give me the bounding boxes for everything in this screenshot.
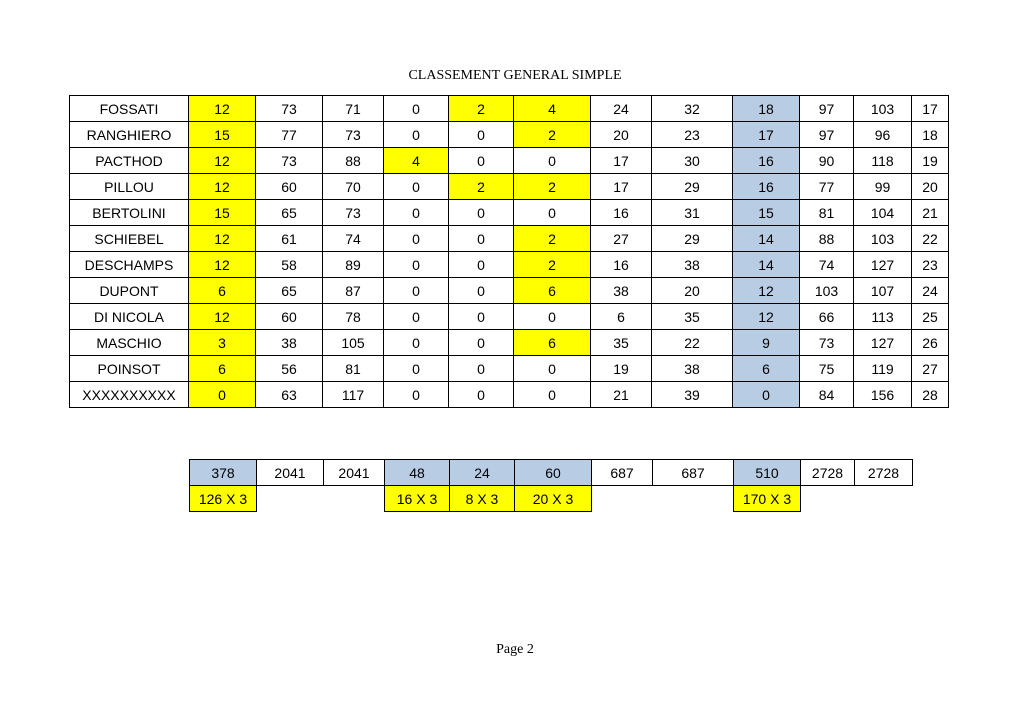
table-row xyxy=(70,226,949,252)
score-cell: 73 xyxy=(256,96,323,122)
score-cell: 16 xyxy=(733,148,800,174)
score-cell: 24 xyxy=(591,96,652,122)
score-cell: 77 xyxy=(256,122,323,148)
score-cell: 58 xyxy=(256,252,323,278)
score-cell: 17 xyxy=(733,122,800,148)
score-cell: 156 xyxy=(854,382,912,408)
score-cell: 12 xyxy=(189,96,256,122)
score-cell: 12 xyxy=(189,304,256,330)
score-cell: 103 xyxy=(854,96,912,122)
score-cell: 38 xyxy=(652,356,733,382)
score-cell: 16 xyxy=(591,200,652,226)
score-cell: 97 xyxy=(800,96,854,122)
score-cell: 15 xyxy=(189,200,256,226)
score-cell: 31 xyxy=(652,200,733,226)
score-cell: 0 xyxy=(384,96,449,122)
score-cell: 3 xyxy=(189,330,256,356)
total-cell: 2041 xyxy=(257,460,324,486)
score-cell: 19 xyxy=(591,356,652,382)
total-cell: 687 xyxy=(592,460,653,486)
score-cell: 15 xyxy=(733,200,800,226)
score-cell: 70 xyxy=(323,174,384,200)
score-cell: 99 xyxy=(854,174,912,200)
score-cell: 29 xyxy=(652,226,733,252)
score-cell: 127 xyxy=(854,330,912,356)
score-cell: 0 xyxy=(384,226,449,252)
player-name: DUPONT xyxy=(70,278,189,304)
multiplier-cell xyxy=(855,486,913,512)
score-cell: 38 xyxy=(652,252,733,278)
total-cell: 2728 xyxy=(855,460,913,486)
score-cell: 22 xyxy=(912,226,949,252)
score-cell: 0 xyxy=(514,382,591,408)
score-cell: 30 xyxy=(652,148,733,174)
player-name: RANGHIERO xyxy=(70,122,189,148)
multiplier-cell: 126 X 3 xyxy=(190,486,257,512)
score-cell: 118 xyxy=(854,148,912,174)
score-cell: 97 xyxy=(800,122,854,148)
score-cell: 17 xyxy=(912,96,949,122)
score-cell: 0 xyxy=(449,330,514,356)
score-cell: 2 xyxy=(514,226,591,252)
table-row xyxy=(70,304,949,330)
page-title: CLASSEMENT GENERAL SIMPLE xyxy=(408,68,622,83)
score-cell: 84 xyxy=(800,382,854,408)
multiplier-cell xyxy=(653,486,734,512)
score-cell: 6 xyxy=(514,330,591,356)
table-row xyxy=(70,330,949,356)
score-cell: 17 xyxy=(591,174,652,200)
score-cell: 0 xyxy=(514,200,591,226)
score-cell: 17 xyxy=(591,148,652,174)
score-cell: 81 xyxy=(800,200,854,226)
score-cell: 81 xyxy=(323,356,384,382)
score-cell: 38 xyxy=(256,330,323,356)
score-cell: 73 xyxy=(323,122,384,148)
score-cell: 113 xyxy=(854,304,912,330)
score-cell: 0 xyxy=(449,200,514,226)
score-cell: 78 xyxy=(323,304,384,330)
score-cell: 23 xyxy=(912,252,949,278)
score-cell: 24 xyxy=(912,278,949,304)
score-cell: 63 xyxy=(256,382,323,408)
table-row xyxy=(70,382,949,408)
score-cell: 0 xyxy=(384,356,449,382)
player-name: FOSSATI xyxy=(70,96,189,122)
multipliers-row xyxy=(190,486,913,512)
score-cell: 4 xyxy=(384,148,449,174)
score-cell: 75 xyxy=(800,356,854,382)
score-cell: 2 xyxy=(514,174,591,200)
score-cell: 77 xyxy=(800,174,854,200)
score-cell: 29 xyxy=(652,174,733,200)
score-cell: 0 xyxy=(384,252,449,278)
score-cell: 88 xyxy=(800,226,854,252)
score-cell: 0 xyxy=(449,252,514,278)
score-cell: 6 xyxy=(733,356,800,382)
score-cell: 74 xyxy=(800,252,854,278)
score-cell: 35 xyxy=(591,330,652,356)
score-cell: 2 xyxy=(514,122,591,148)
score-cell: 0 xyxy=(384,122,449,148)
score-cell: 4 xyxy=(514,96,591,122)
page-number: Page 2 xyxy=(496,642,534,657)
player-name: DESCHAMPS xyxy=(70,252,189,278)
table-row xyxy=(70,252,949,278)
player-name: MASCHIO xyxy=(70,330,189,356)
score-cell: 60 xyxy=(256,304,323,330)
totals-row xyxy=(190,460,913,486)
score-cell: 9 xyxy=(733,330,800,356)
score-cell: 87 xyxy=(323,278,384,304)
ranking-table xyxy=(69,95,949,408)
score-cell: 6 xyxy=(514,278,591,304)
table-row xyxy=(70,278,949,304)
table-row xyxy=(70,356,949,382)
player-name: POINSOT xyxy=(70,356,189,382)
score-cell: 12 xyxy=(189,148,256,174)
player-name: XXXXXXXXXX xyxy=(70,382,189,408)
multiplier-cell: 20 X 3 xyxy=(515,486,592,512)
score-cell: 127 xyxy=(854,252,912,278)
score-cell: 0 xyxy=(449,278,514,304)
score-cell: 0 xyxy=(449,356,514,382)
table-row xyxy=(70,200,949,226)
score-cell: 12 xyxy=(733,278,800,304)
score-cell: 119 xyxy=(854,356,912,382)
score-cell: 27 xyxy=(591,226,652,252)
score-cell: 0 xyxy=(384,382,449,408)
score-cell: 2 xyxy=(514,252,591,278)
score-cell: 0 xyxy=(449,304,514,330)
score-cell: 0 xyxy=(189,382,256,408)
score-cell: 0 xyxy=(449,148,514,174)
player-name: PILLOU xyxy=(70,174,189,200)
score-cell: 6 xyxy=(189,356,256,382)
score-cell: 0 xyxy=(733,382,800,408)
score-cell: 65 xyxy=(256,200,323,226)
score-cell: 14 xyxy=(733,252,800,278)
score-cell: 0 xyxy=(384,200,449,226)
score-cell: 0 xyxy=(514,304,591,330)
score-cell: 20 xyxy=(652,278,733,304)
score-cell: 2 xyxy=(449,96,514,122)
total-cell: 24 xyxy=(450,460,515,486)
score-cell: 38 xyxy=(591,278,652,304)
total-cell: 2041 xyxy=(324,460,385,486)
score-cell: 19 xyxy=(912,148,949,174)
table-row xyxy=(70,174,949,200)
score-cell: 21 xyxy=(591,382,652,408)
score-cell: 26 xyxy=(912,330,949,356)
score-cell: 56 xyxy=(256,356,323,382)
total-cell: 60 xyxy=(515,460,592,486)
score-cell: 15 xyxy=(189,122,256,148)
multiplier-cell: 170 X 3 xyxy=(734,486,801,512)
score-cell: 0 xyxy=(384,278,449,304)
score-cell: 61 xyxy=(256,226,323,252)
multiplier-cell xyxy=(801,486,855,512)
score-cell: 21 xyxy=(912,200,949,226)
player-name: BERTOLINI xyxy=(70,200,189,226)
multiplier-cell: 16 X 3 xyxy=(385,486,450,512)
score-cell: 12 xyxy=(189,174,256,200)
score-cell: 60 xyxy=(256,174,323,200)
total-cell: 378 xyxy=(190,460,257,486)
score-cell: 65 xyxy=(256,278,323,304)
multiplier-cell: 8 X 3 xyxy=(450,486,515,512)
score-cell: 35 xyxy=(652,304,733,330)
score-cell: 90 xyxy=(800,148,854,174)
score-cell: 0 xyxy=(449,382,514,408)
score-cell: 71 xyxy=(323,96,384,122)
score-cell: 0 xyxy=(384,330,449,356)
score-cell: 0 xyxy=(384,174,449,200)
score-cell: 2 xyxy=(449,174,514,200)
score-cell: 23 xyxy=(652,122,733,148)
score-cell: 0 xyxy=(449,226,514,252)
score-cell: 73 xyxy=(323,200,384,226)
score-cell: 20 xyxy=(912,174,949,200)
table-row xyxy=(70,96,949,122)
score-cell: 14 xyxy=(733,226,800,252)
score-cell: 12 xyxy=(733,304,800,330)
score-cell: 25 xyxy=(912,304,949,330)
score-cell: 74 xyxy=(323,226,384,252)
score-cell: 88 xyxy=(323,148,384,174)
score-cell: 0 xyxy=(449,122,514,148)
multiplier-cell xyxy=(592,486,653,512)
score-cell: 107 xyxy=(854,278,912,304)
score-cell: 0 xyxy=(514,148,591,174)
score-cell: 18 xyxy=(733,96,800,122)
multiplier-cell xyxy=(324,486,385,512)
total-cell: 510 xyxy=(734,460,801,486)
score-cell: 73 xyxy=(256,148,323,174)
total-cell: 687 xyxy=(653,460,734,486)
score-cell: 20 xyxy=(591,122,652,148)
total-cell: 48 xyxy=(385,460,450,486)
score-cell: 73 xyxy=(800,330,854,356)
score-cell: 104 xyxy=(854,200,912,226)
totals-table xyxy=(189,459,913,512)
score-cell: 103 xyxy=(800,278,854,304)
player-name: SCHIEBEL xyxy=(70,226,189,252)
player-name: DI NICOLA xyxy=(70,304,189,330)
score-cell: 39 xyxy=(652,382,733,408)
score-cell: 18 xyxy=(912,122,949,148)
score-cell: 27 xyxy=(912,356,949,382)
score-cell: 12 xyxy=(189,226,256,252)
score-cell: 117 xyxy=(323,382,384,408)
table-row xyxy=(70,122,949,148)
score-cell: 96 xyxy=(854,122,912,148)
score-cell: 0 xyxy=(384,304,449,330)
table-row xyxy=(70,148,949,174)
score-cell: 12 xyxy=(189,252,256,278)
score-cell: 32 xyxy=(652,96,733,122)
score-cell: 0 xyxy=(514,356,591,382)
total-cell: 2728 xyxy=(801,460,855,486)
multiplier-cell xyxy=(257,486,324,512)
score-cell: 6 xyxy=(189,278,256,304)
player-name: PACTHOD xyxy=(70,148,189,174)
score-cell: 105 xyxy=(323,330,384,356)
score-cell: 66 xyxy=(800,304,854,330)
score-cell: 28 xyxy=(912,382,949,408)
score-cell: 6 xyxy=(591,304,652,330)
score-cell: 103 xyxy=(854,226,912,252)
score-cell: 16 xyxy=(591,252,652,278)
score-cell: 16 xyxy=(733,174,800,200)
score-cell: 89 xyxy=(323,252,384,278)
score-cell: 22 xyxy=(652,330,733,356)
